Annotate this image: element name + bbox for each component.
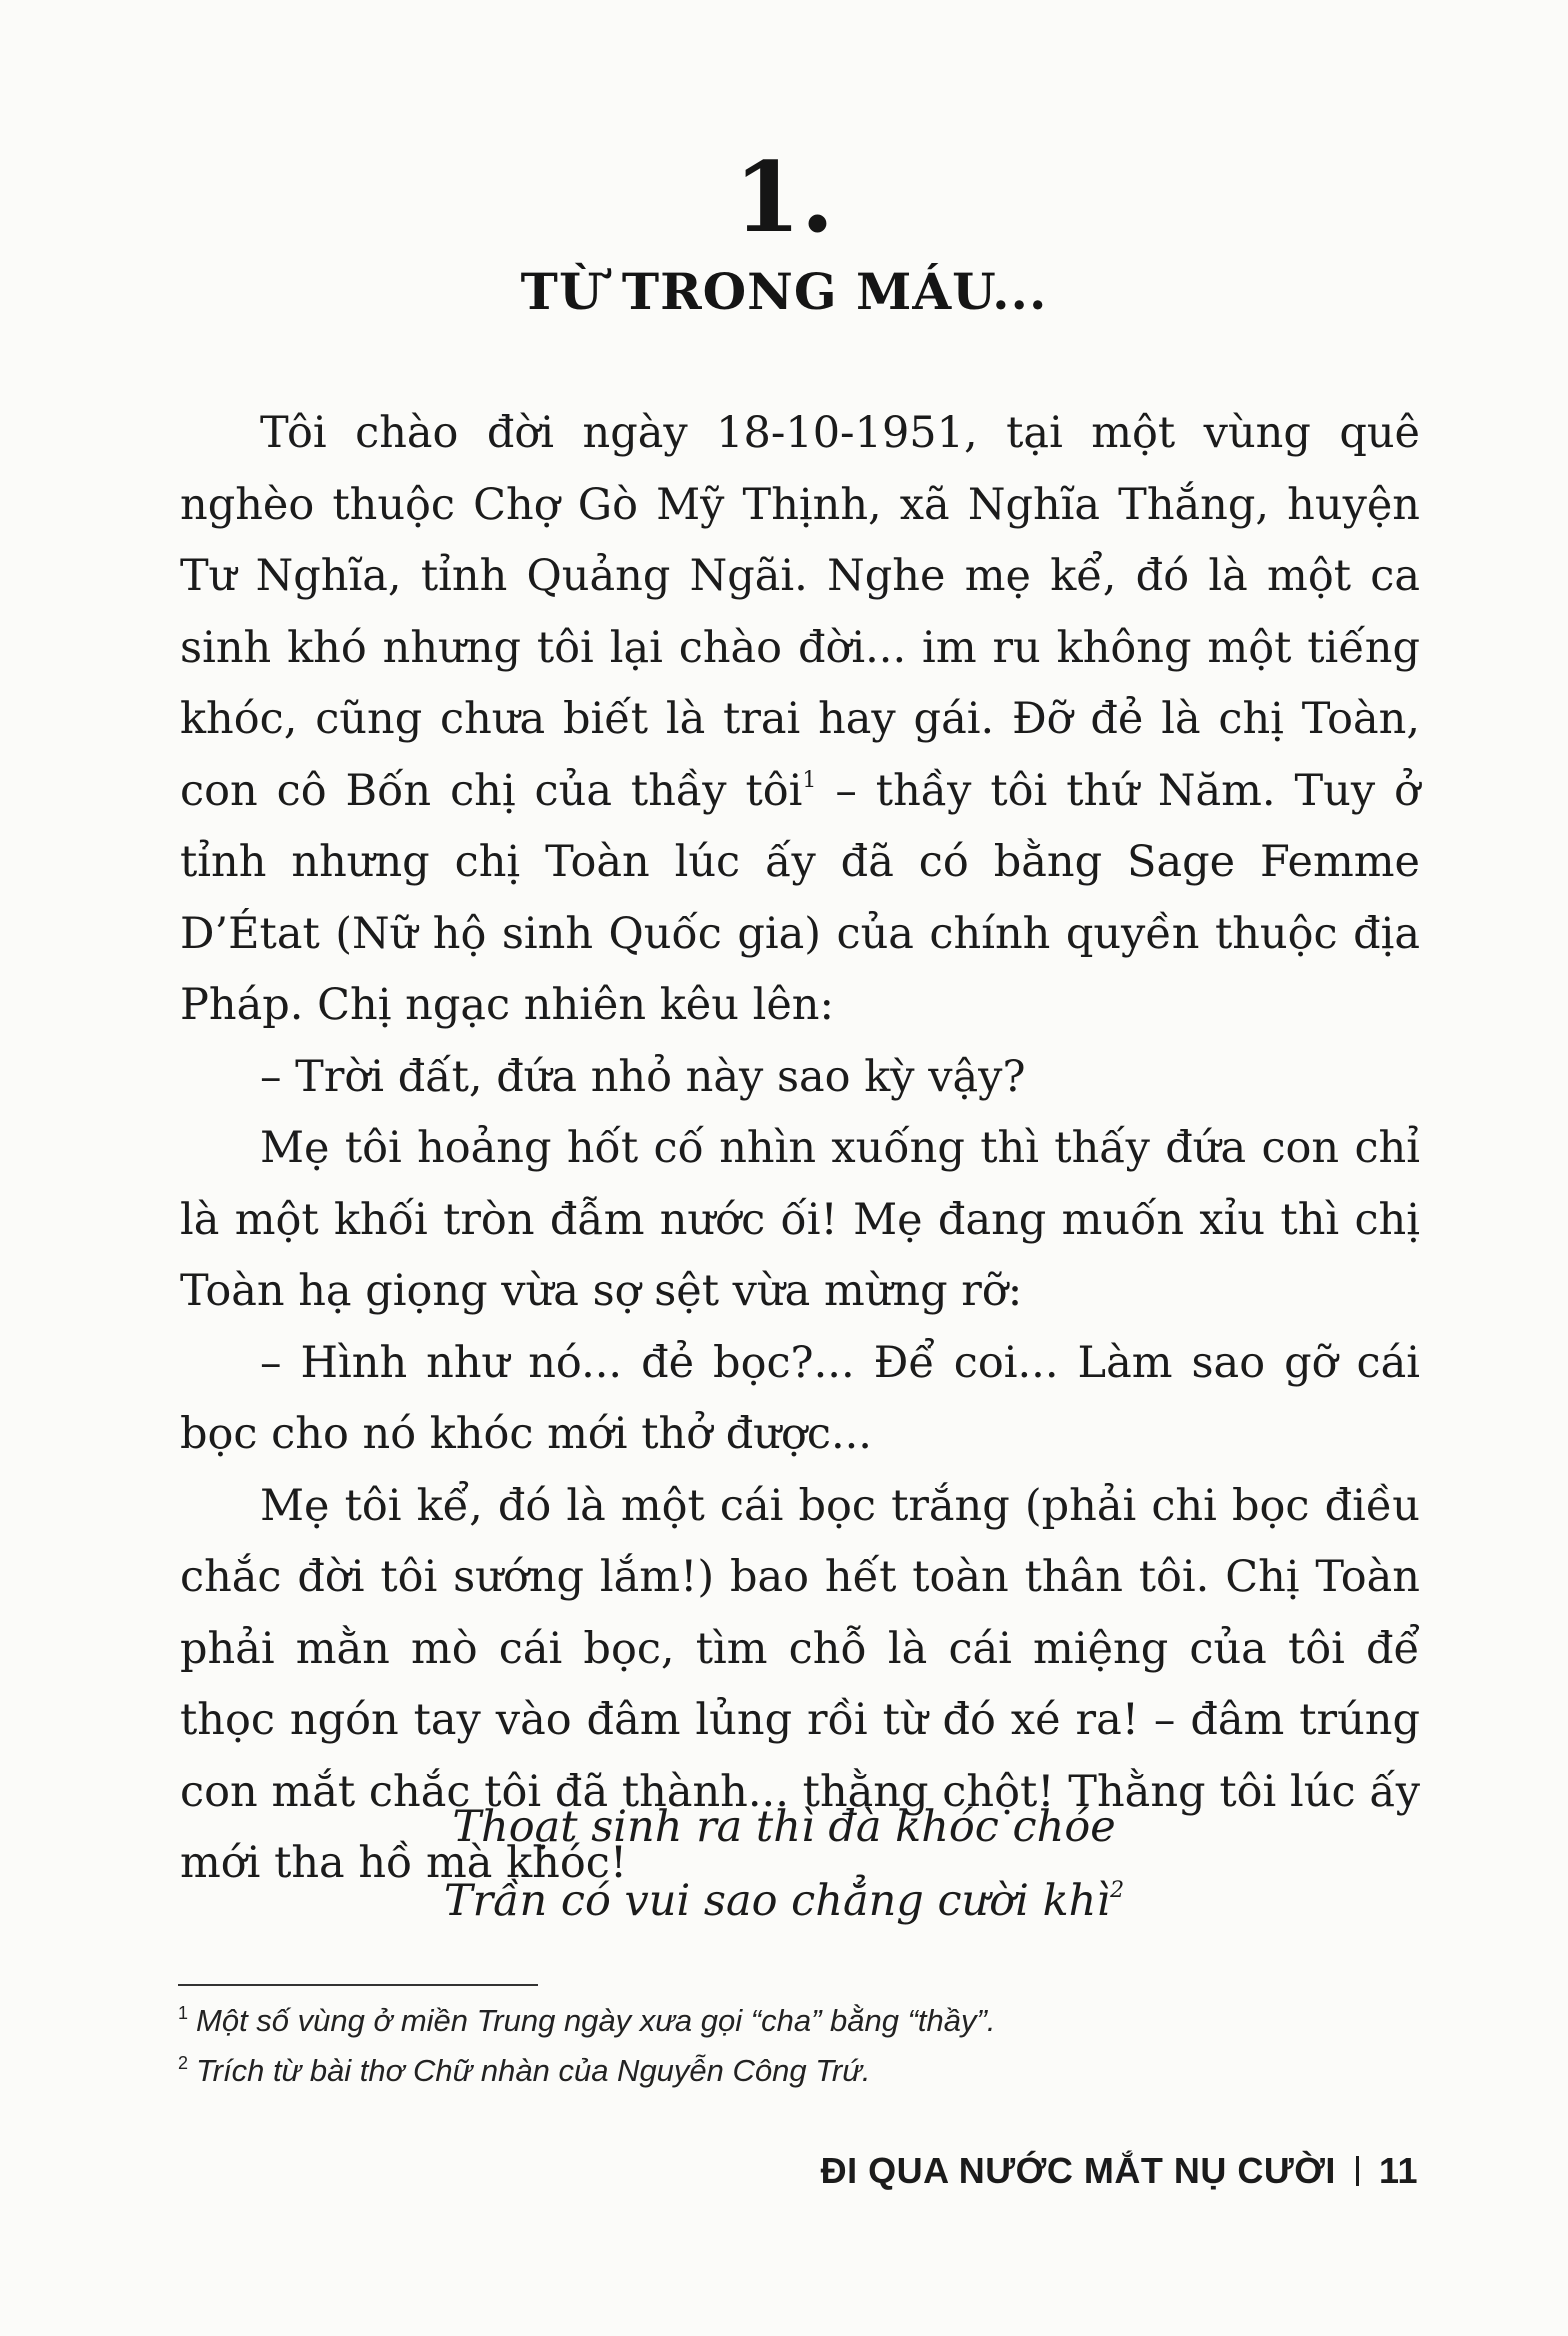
footnote-ref-1: 1 (802, 767, 817, 793)
paragraph-5: Mẹ tôi kể, đó là một cái bọc trắng (phải chi bọc điều chắc đời tôi sướng lắm!) bao hết toàn thân tôi. Chị Toàn phải mằn mò cái bọc, tìm chỗ là cái miệng của tôi để thọc ngón tay vào đâm lủng rồi từ đó xé ra! – đâm trúng con mắt chắc tôi đã thành... thằng chột! Thằng tôi lúc ấy mới tha hồ mà khóc! (180, 1480, 1420, 1888)
paragraph-1-text-b: – thầy tôi thứ Năm. Tuy ở tỉnh nhưng chị Toàn lúc ấy đã có bằng Sage Femme D’État (Nữ hộ sinh Quốc gia) của chính quyền thuộc địa Pháp. Chị ngạc nhiên kêu lên: (180, 765, 1420, 1030)
running-footer (821, 2150, 1418, 2192)
paragraph-1-text-a: Tôi chào đời ngày 18-10-1951, tại một vùng quê nghèo thuộc Chợ Gò Mỹ Thịnh, xã Nghĩa Thắng, huyện Tư Nghĩa, tỉnh Quảng Ngãi. Nghe mẹ kể, đó là một ca sinh khó nhưng tôi lại chào đời... im ru không một tiếng khóc, cũng chưa biết là trai hay gái. Đỡ đẻ là chị Toàn, con cô Bốn chị của thầy tôi (180, 408, 1420, 816)
verse (0, 1790, 1568, 1938)
footnote-1-mark: 1 (178, 2003, 189, 2023)
footer-separator (1356, 2156, 1359, 2186)
chapter-number: 1. (733, 141, 835, 254)
body-text (180, 398, 1420, 1900)
paragraph-4: – Hình như nó... đẻ bọc?... Để coi... Làm sao gỡ cái bọc cho nó khóc mới thở được... (180, 1337, 1420, 1459)
page-number: 11 (1378, 2150, 1418, 2191)
footnote-2-mark: 2 (178, 2053, 189, 2073)
footer-book-title: ĐI QUA NƯỚC MẮT NỤ CƯỜI (820, 2150, 1336, 2191)
chapter-title: TỪ TRONG MÁU... (520, 262, 1048, 321)
paragraph-1 (180, 398, 1420, 1042)
paragraph-2: – Trời đất, đứa nhỏ này sao kỳ vậy? (260, 1051, 1026, 1102)
footnote-ref-2: 2 (1110, 1878, 1125, 1903)
footnote-2 (178, 2046, 1418, 2096)
paragraph-3: Mẹ tôi hoảng hốt cố nhìn xuống thì thấy đứa con chỉ là một khối tròn đẫm nước ối! Mẹ đang muốn xỉu thì chị Toàn hạ giọng vừa sợ sệt vừa mừng rỡ: (180, 1123, 1420, 1316)
footnote-1-text: Một số vùng ở miền Trung ngày xưa gọi “cha” bằng “thầy”. (196, 2003, 996, 2038)
verse-line-2-text: Trần có vui sao chẳng cười khì (443, 1876, 1111, 1926)
verse-line-1: Thoạt sinh ra thì đà khóc chóe (452, 1802, 1116, 1852)
footnotes (178, 1996, 1418, 2096)
footnote-divider (178, 1984, 538, 1986)
footnote-1 (178, 1996, 1418, 2046)
verse-line-2 (0, 1864, 1568, 1938)
footnote-2-text: Trích từ bài thơ Chữ nhàn của Nguyễn Công Trứ. (196, 2053, 871, 2088)
